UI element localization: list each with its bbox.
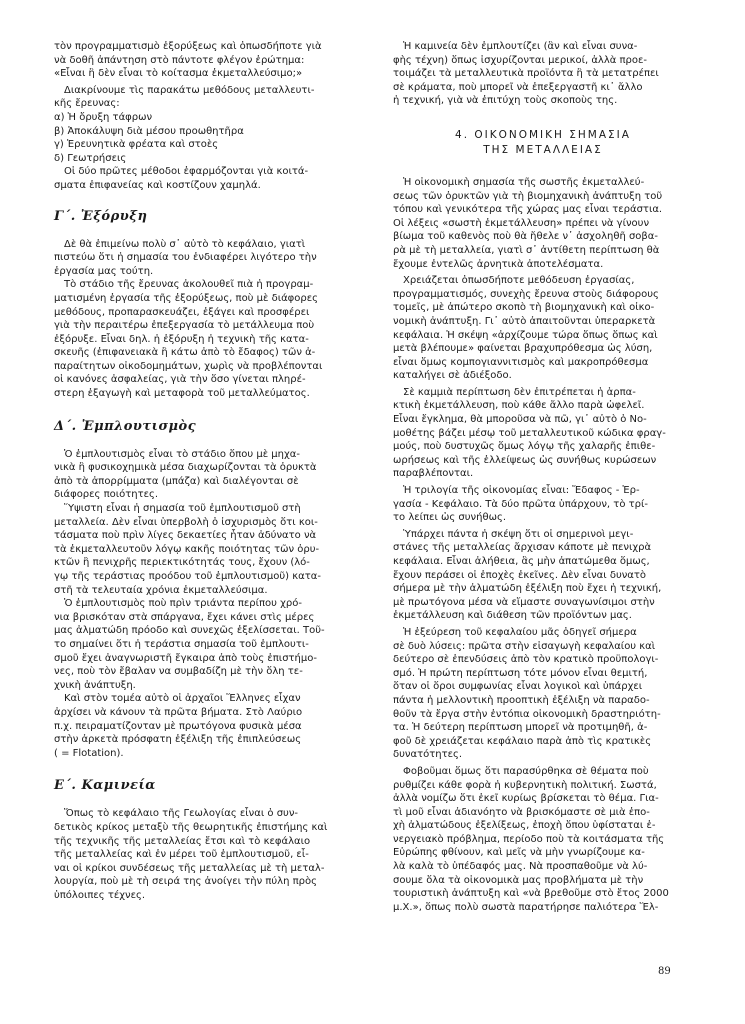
chapter-heading-line: 4. ΟΙΚΟΝΟΜΙΚΗ ΣΗΜΑΣΙΑ (455, 128, 631, 141)
list-item: γ) Ἐρευνητικὰ φρέατα καὶ στοὲς (54, 139, 219, 151)
left-column (54, 40, 364, 902)
intro-paragraph: τὸν προγραμματισμὸ ἐξορύξεως καὶ ὁπωσδήποτε γιὰ νὰ δοθῆ ἀπάντηση στὸ πάντοτε φλέγον ἐρώτημα: «Εἶναι ἢ δὲν εἶναι τὸ κοίτασμα ἐκμεταλλεύσιμο;» (54, 41, 322, 80)
methods-intro: Διακρίνουμε τὶς παρακάτω μεθόδους μεταλλευτι- κῆς ἔρευνας: (54, 84, 315, 110)
paragraph: Φοβοῦμαι ὅμως ὅτι παρασύρθηκα σὲ θέματα ποὺ ρυθμίζει κάθε φορὰ ἡ κυβερνητικὴ πολιτική. Σωστά, ἀλλὰ νομίζω ὅτι ἐκεῖ κυρίως βρίσκεται τὸ θέμα. Για- τὶ μοῦ εἶναι ἀδιανόητο νὰ βρισκόμαστε σὲ μιὰ ἐπο- χὴ ἀλματώδους ἐξελίξεως, ἐποχὴ ὅπου ὑφίσταται ἐ- νεργειακὸ πρόβλημα, περίοδο ποὺ τὰ κοιτάσματα τῆς Εὐρώπης φθίνουν, καὶ μεῖς νὰ μὴν γνωρίζουμε κα- λὰ καλὰ τὸ ὑπέδαφός μας. Νὰ προσπαθοῦμε νὰ λύ- σουμε ὅλα τὰ οἰκονομικὰ μας προβλήματα μὲ τὴν τουριστικὴ ἀνάπτυξη καὶ «νὰ βρεθοῦμε στὸ ἔτος 2000 μ.Χ.», ὅπως πολὺ σωστὰ παρατήρησε παλιότερα Ἕλ- (393, 765, 669, 913)
section-heading-emploutismos: Δ΄. Ἐμπλουτισμὸς (54, 418, 197, 434)
paragraph: Ὁ ἐμπλουτισμὸς εἶναι τὸ στάδιο ὅπου μὲ μηχα- νικὰ ἢ φυσικοχημικὰ μέσα διαχωρίζονται τὰ ὀρυκτὰ ἀπὸ τὰ ἀπορρίμματα (μπάζα) καὶ διαλέγονται σὲ διάφορες ποιότητες. (54, 448, 317, 501)
page-number: 89 (658, 966, 671, 977)
list-item: δ) Γεωτρήσεις (54, 152, 127, 164)
section-heading-kamineia: Ε΄. Καμινεία (54, 778, 156, 794)
methods-list (54, 111, 364, 165)
chapter-heading (393, 128, 693, 158)
paragraph: Ἡ ἐξεύρεση τοῦ κεφαλαίου μᾶς ὁδηγεῖ σήμερα σὲ δυὸ λύσεις: πρῶτα στὴν εἰσαγωγὴ κεφαλαίου καὶ δεύτερο σὲ ἐπενδύσεις ἀπὸ τὸν κρατικὸ προϋπολογι- σμό. Ἡ πρώτη περίπτωση τότε μόνον εἶναι θεμιτή, ὅταν οἱ ὅροι συμφωνίας εἶναι λογικοὶ καὶ ὑπάρχει πάντα ἡ μελλοντικὴ προοπτικὴ ἐξέλιξη νὰ παραδο- θοῦν τὰ ἔργα στὴν ἐντόπια οἰκονομικὴ δραστηριότη- τα. Ἡ δεύτερη περίπτωση μπορεῖ νὰ προτιμηθῆ, ἀ- φοῦ δὲ χρειάζεται κεφάλαιο παρὰ ἀπὸ τὶς κρατικὲς δυνατότητες. (393, 626, 661, 761)
paragraph: Τὸ στάδιο τῆς ἔρευνας ἀκολουθεῖ πιὰ ἡ προγραμ- ματισμένη ἐργασία τῆς ἐξορύξεως, ποὺ μὲ διάφορες μεθόδους, προπαρασκευάζει, ἐξάγει καὶ προσφέρει γιὰ τὴν περαιτέρω ἐπεξεργασία τὸ μετάλλευμα ποὺ ἐξόρυξε. Εἶναι δηλ. ἡ ἐξόρυξη ἡ τεχνικὴ τῆς κατα- σκευῆς (ἐπιφανειακὰ ἢ κάτω ἀπὸ τὸ ἔδαφος) τῶν ἀ- παραίτητων οἰκοδομημάτων, χωρὶς νὰ προβλέπονται οἱ κανόνες ἀσφαλείας, γιὰ τὴν ὅσο γίνεται πληρέ- στερη ἐξαγωγὴ καὶ μεταφορὰ τοῦ μεταλλεύματος. (54, 279, 323, 400)
methods-note: Οἱ δύο πρῶτες μέθοδοι ἐφαρμόζονται γιὰ κοιτά- σματα ἐπιφανείας καὶ κοστίζουν χαμηλά. (54, 166, 309, 191)
paragraph: Ἡ οἰκονομικὴ σημασία τῆς σωστῆς ἐκμεταλλεύ- σεως τῶν ὀρυκτῶν γιὰ τὴ βιομηχανικὴ ἀνάπτυξη τοῦ τόπου καὶ γενικότερα τῆς χώρας μας εἶναι τεράστια. Οἱ λέξεις «σωστὴ ἐκμετάλλευση» πρέπει νὰ γίνουν βίωμα τοῦ καθενὸς ποὺ θὰ ἤθελε ν᾽ ἀσχοληθῆ σοβα- ρὰ μὲ τὴ μεταλλεία, γιατὶ σ᾽ ἀντίθετη περίπτωση θὰ ἔχουμε ἐντελῶς ἀρνητικὰ ἀποτελέσματα. (393, 176, 663, 270)
section-heading-exoryxi: Γ΄. Ἐξόρυξη (54, 208, 148, 224)
paragraph: Ἡ καμινεία δὲν ἐμπλουτίζει (ἂν καὶ εἶναι συνα- φὴς τέχνη) ὅπως ἰσχυρίζονται μερικοί, ἀλλὰ προε- τοιμάζει τὰ μεταλλευτικὰ προϊόντα ἢ τὰ μετατρέπει σὲ κράματα, ποὺ μπορεῖ νὰ ἐπεξεργαστῆ κι᾽ ἄλλο ἡ τεχνική, γιὰ νὰ ἐπιτύχη τοὺς σκοποὺς της. (393, 41, 659, 107)
paragraph: Ὁ ἐμπλουτισμὸς ποὺ πρὶν τριάντα περίπου χρό- νια βρισκόταν στὰ σπάργανα, ἔχει κάνει στὶς μέρες μας ἀλματώδη πρόοδο καὶ συνεχῶς ἐξελίσσεται. Τοῦ- το σημαίνει ὅτι ἡ τεράστια σημασία τοῦ ἐμπλουτι- σμοῦ ἔχει ἀναγνωριστῆ ἔγκαιρα ἀπὸ τοὺς ἐπιστήμο- νες, ποὺ τὸν ἔβαλαν να συμβαδίζη μὲ τὴν ὅλη τε- χνικὴ ἀνάπτυξη. (54, 598, 325, 691)
paragraph: Χρειάζεται ὁπωσδήποτε μεθόδευση ἐργασίας, προγραμματισμός, συνεχὴς ἔρευνα στοὺς διάφορους τομεῖς, μὲ ἀπώτερο σκοπὸ τὴ βιομηχανικὴ καὶ οἰκο- νομικὴ ἀνάπτυξη. Γι᾽ αὐτὸ ἀπαιτοῦνται ὑπεραρκετὰ κεφάλαια. Ἡ σκέψη «ἀρχίζουμε τώρα ὅπως ὅπως καὶ μετὰ βλέπουμε» φαίνεται βραχυπρόθεσμα ὡς λύση, εἶναι ὅμως κομπογιαννιτισμὸς καὶ μακροπρόθεσμα καταλήγει σὲ ἀδιέξοδο. (393, 275, 659, 382)
paragraph: Ὅπως τὸ κεφάλαιο τῆς Γεωλογίας εἶναι ὁ συν- δετικὸς κρίκος μεταξὺ τῆς θεωρητικῆς ἐπιστήμης καὶ τῆς τεχνικῆς τῆς μεταλλείας ἔτσι καὶ τὸ κεφάλαιο τῆς μεταλλείας καὶ ἐν μέρει τοῦ ἐμπλουτισμοῦ, εἶ- ναι οἱ κρίκοι συνδέσεως τῆς μεταλλείας μὲ τὴ μεταλ- λουργία, ποὺ μὲ τὴ σειρά της ἀνοίγει τὴν πύλη πρὸς ὑπόλοιπες τέχνες. (54, 808, 328, 901)
paragraph: Σὲ καμμιὰ περίπτωση δὲν ἐπιτρέπεται ἡ ἁρπα- κτικὴ ἐκμετάλλευση, ποὺ κάθε ἄλλο παρὰ ὠφελεῖ. Εἶναι ἔγκλημα, θὰ μποροῦσα νὰ πῶ, γι᾽ αὐτὸ ὁ Νο- μοθέτης βάζει μέσῳ τοῦ μεταλλευτικοῦ κώδικα φραγ- μούς, ποὺ δυστυχῶς ὅμως λόγῳ τῆς χαλαρῆς ἐπιθε- ωρήσεως καὶ τῆς ἐλλείψεως ὡς συνήθως κυρώσεων παραβλέπονται. (393, 386, 666, 480)
paragraph: Ὕψιστη εἶναι ἡ σημασία τοῦ ἐμπλουτισμοῦ στὴ μεταλλεία. Δὲν εἶναι ὑπερβολὴ ὁ ἰσχυρισμὸς ὅτι κοι- τάσματα ποὺ πρὶν λίγες δεκαετίες ἦταν ἀδύνατο νὰ τὰ ἐκμεταλλευτοῦν λόγῳ κακῆς ποιότητας τῶν ὀρυ- κτῶν ἢ πενιχρῆς περιεκτικότητάς τους, ἔχουν (λό- γῳ τῆς τεράστιας προόδου τοῦ ἐμπλουτισμοῦ) κατα- στῆ τὰ τελευταία χρόνια ἐκμεταλλεύσιμα. (54, 503, 321, 596)
paragraph: Δὲ θὰ ἐπιμείνω πολὺ σ᾽ αὐτὸ τὸ κεφάλαιο, γιατὶ πιστεύω ὅτι ἡ σημασία του ἐνδιαφέρει λιγότερο τὴν ἐργασία μας τούτη. (54, 238, 317, 277)
list-item: β) Ἀποκάλυψη διὰ μέσου προωθητῆρα (54, 125, 244, 137)
chapter-heading-line: ΤΗΣ ΜΕΤΑΛΛΕΙΑΣ (483, 143, 603, 156)
paragraph: Ἡ τριλογία τῆς οἰκονομίας εἶναι: Ἔδαφος - Ἐρ- γασία - Κεφάλαιο. Τὰ δύο πρῶτα ὑπάρχουν, τὸ τρί- το λείπει ὡς συνήθως. (393, 485, 648, 524)
right-column (393, 40, 693, 914)
paragraph: Καὶ στὸν τομέα αὐτὸ οἱ ἀρχαῖοι Ἕλληνες εἶχαν ἀρχίσει νὰ κάνουν τὰ πρῶτα βήματα. Στὸ Λαύριο π.χ. πειραματίζονταν μὲ πρωτόγονα φυσικὰ μέσα στὴν ἀρκετὰ πρόσφατη ἐξέλιξη τῆς ἐπιπλεύσεως ( = Flotation). (54, 693, 303, 759)
paragraph: Ὑπάρχει πάντα ἡ σκέψη ὅτι οἱ σημερινοὶ μεγι- στάνες τῆς μεταλλείας ἄρχισαν κάποτε μὲ πενιχρὰ κεφάλαια. Εἶναι ἀλήθεια, ἂς μὴν ἀπατώμεθα ὅμως, ἔχουν περάσει οἱ ἐποχὲς ἐκεῖνες. Δὲν εἶναι δυνατὸ σήμερα μὲ τὴν ἀλματώδη ἐξέλιξη ποὺ ἔχει ἡ τεχνική, μὲ πρωτόγονα μέσα νὰ εἴμαστε συναγωνίσιμοι στὴν ἐκμετάλλευση καὶ διάθεση τῶν προϊόντων μας. (393, 528, 662, 622)
list-item: α) Ἡ ὄρυξη τάφρων (54, 111, 153, 123)
